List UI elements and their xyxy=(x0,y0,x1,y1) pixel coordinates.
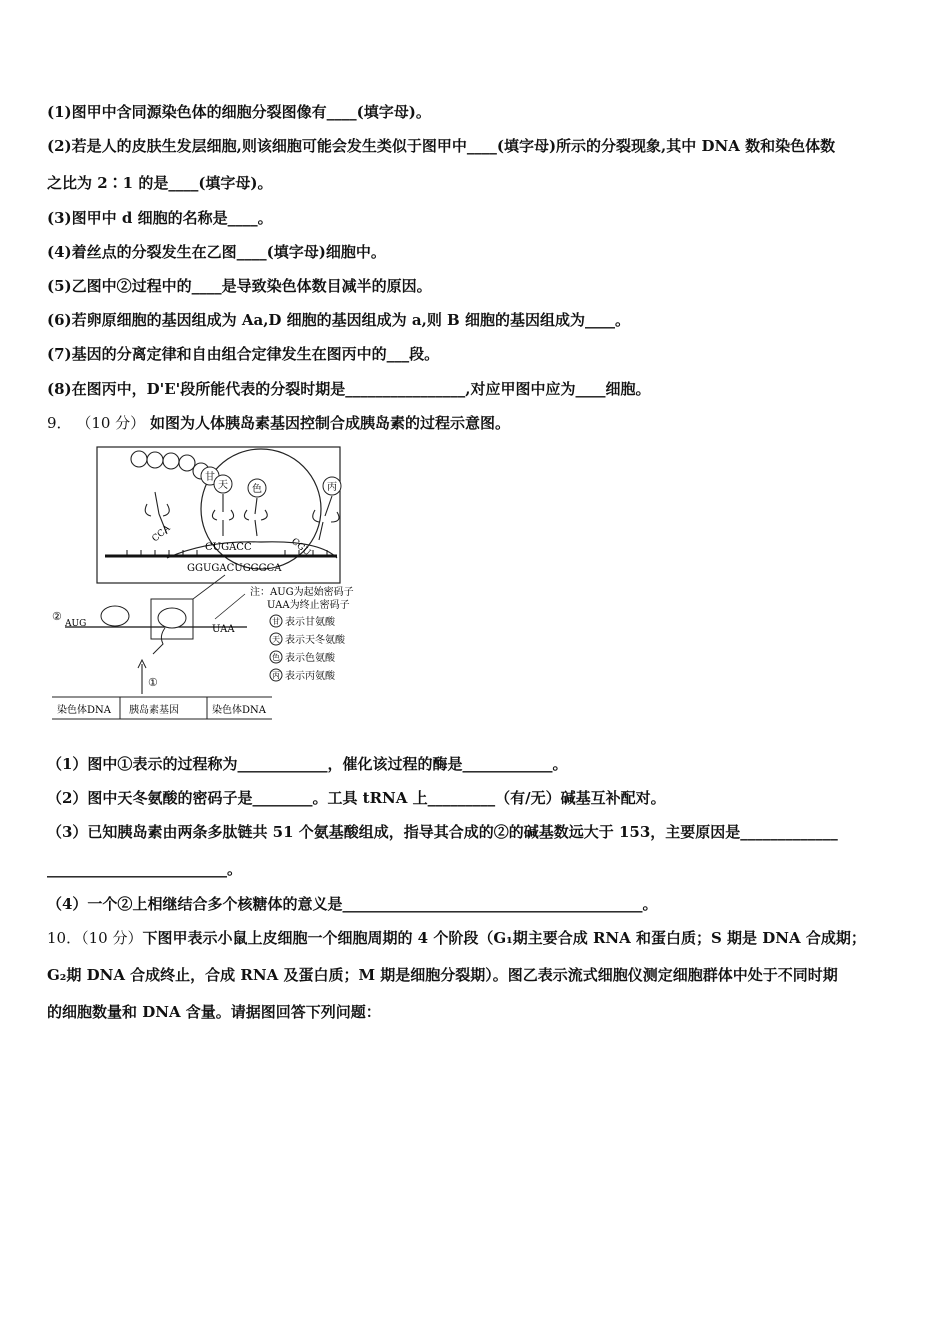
q8-item-6: (6)若卵原细胞的基因组成为 Aa,D 细胞的基因组成为 a,则 B 细胞的基因组成为____。 xyxy=(47,311,630,329)
q9-header xyxy=(47,413,510,433)
trna-molecules xyxy=(145,492,339,540)
q8-item-2-cont: 之比为 2∶1 的是____(填字母)。 xyxy=(47,174,273,192)
step-label: ① xyxy=(148,676,158,689)
ribosome-1 xyxy=(101,606,129,626)
note-4: 表示天冬氨酸 xyxy=(285,635,345,646)
q9-points: （10 分） xyxy=(76,414,146,432)
amino-acid-trp-label: 色 xyxy=(252,484,262,495)
mrna-sequence: GGUGACUGGGCA xyxy=(187,563,282,574)
q8-item-1: (1)图甲中含同源染色体的细胞分裂图像有____(填字母)。 xyxy=(47,103,431,121)
anticodon-cca: CCA xyxy=(150,523,173,545)
dna-segment-gene: 胰岛素基因 xyxy=(129,705,179,716)
amino-acid-asp-label: 天 xyxy=(218,480,228,491)
dna-segment-1: 染色体DNA xyxy=(57,705,111,716)
mrna-label: ② xyxy=(52,610,62,623)
q8-item-5: (5)乙图中②过程中的____是导致染色体数目减半的原因。 xyxy=(47,277,432,295)
q10-line-2: G₂期 DNA 合成终止，合成 RNA 及蛋白质；M 期是细胞分裂期）。图乙表示流式细胞仪测定细胞群体中处于不同时期 xyxy=(47,966,838,984)
q9-sub-4: （4）一个②上相继结合多个核糖体的意义是________________________________________。 xyxy=(47,895,658,913)
q9-number: 9． xyxy=(47,414,72,432)
legend-gly-glyph: 甘 xyxy=(272,617,280,626)
q9-sub-3: （3）已知胰岛素由两条多肽链共 51 个氨基酸组成，指导其合成的②的碱基数远大于 153，主要原因是_____________ xyxy=(47,823,838,841)
stop-codon-label: UAA xyxy=(212,624,235,635)
note-3: 表示甘氨酸 xyxy=(285,617,335,628)
nascent-peptide xyxy=(153,628,165,654)
anticodon-cgu: CGU xyxy=(289,536,313,559)
q9-stem: 如图为人体胰岛素基因控制合成胰岛素的过程示意图。 xyxy=(149,414,510,432)
note-1: 注：AUG为起始密码子 xyxy=(250,587,354,598)
amino-acid-labels xyxy=(201,467,341,497)
polypeptide-chain xyxy=(131,451,209,479)
q10-line-3: 的细胞数量和 DNA 含量。请据图回答下列问题： xyxy=(47,1003,381,1021)
q9-sub-1: （1）图中①表示的过程称为____________，催化该过程的酶是____________。 xyxy=(47,755,568,773)
legend-asp-glyph: 天 xyxy=(272,635,280,644)
note-5: 表示色氨酸 xyxy=(285,653,335,664)
zoom-line-left xyxy=(193,575,225,599)
note-6: 表示丙氨酸 xyxy=(285,671,335,682)
amino-acid-gly-label: 甘 xyxy=(205,472,215,483)
q8-item-3: (3)图甲中 d 细胞的名称是____。 xyxy=(47,209,273,227)
q8-item-7: (7)基因的分离定律和自由组合定律发生在图丙中的___段。 xyxy=(47,345,440,363)
q10-header xyxy=(47,928,866,948)
q9-sub-3-cont: ________________________。 xyxy=(47,860,243,878)
amino-acid-ala-label: 丙 xyxy=(327,482,337,493)
ribosome-2 xyxy=(158,608,186,628)
q9-sub-2: （2）图中天冬氨酸的密码子是________。工具 tRNA 上_________（有/无）碱基互补配对。 xyxy=(47,789,666,807)
insulin-synthesis-figure xyxy=(47,444,387,726)
note-2: UAA为终止密码子 xyxy=(267,600,350,611)
anticodon-cugacc: CUGACC xyxy=(205,542,252,553)
legend-ala-glyph: 丙 xyxy=(272,671,280,680)
q8-item-2: (2)若是人的皮肤生发层细胞,则该细胞可能会发生类似于图甲中____(填字母)所示的分裂现象,其中 DNA 数和染色体数 xyxy=(47,137,836,155)
start-codon-label: AUG xyxy=(65,619,87,629)
q10-number: 10． xyxy=(47,929,82,947)
legend-trp-glyph: 色 xyxy=(272,653,280,662)
q8-item-8: (8)在图丙中，D'E'段所能代表的分裂时期是________________,对应甲图中应为____细胞。 xyxy=(47,380,651,398)
q10-line-1: 下图甲表示小鼠上皮细胞一个细胞周期的 4 个阶段（G₁期主要合成 RNA 和蛋白质；S 期是 DNA 合成期； xyxy=(142,929,866,947)
zoom-line-right xyxy=(215,594,245,619)
q10-points: （10 分） xyxy=(81,929,143,947)
dna-segment-2: 染色体DNA xyxy=(212,705,266,716)
q8-item-4: (4)着丝点的分裂发生在乙图____(填字母)细胞中。 xyxy=(47,243,386,261)
